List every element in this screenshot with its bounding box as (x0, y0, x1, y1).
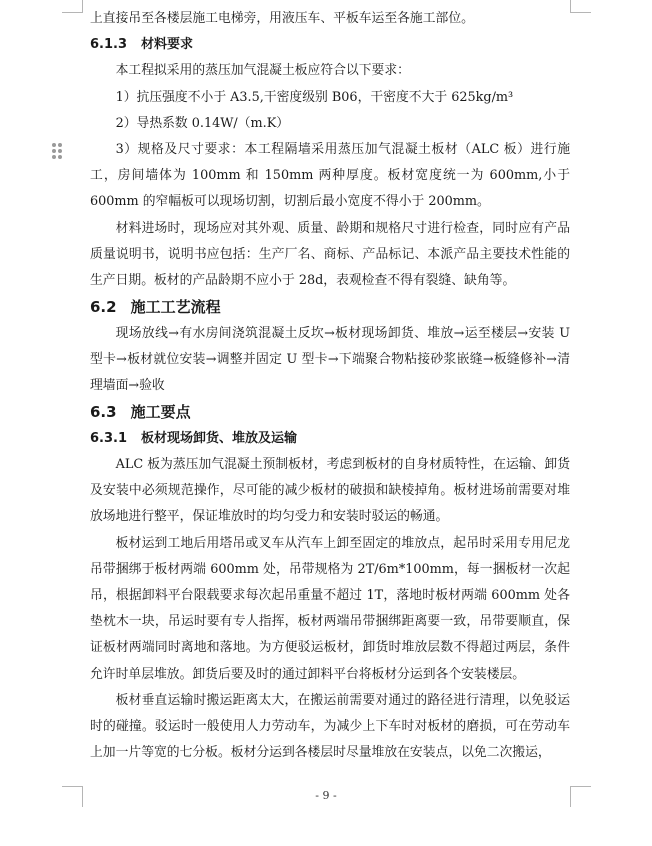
heading-title: 施工要点 (130, 403, 191, 422)
heading-6-1-3 (90, 32, 570, 58)
heading-number: 6.3 (90, 403, 117, 422)
heading-title: 施工工艺流程 (130, 298, 221, 317)
heading-number: 6.3.1 (90, 430, 128, 446)
drag-dot (58, 155, 62, 159)
intro-line: 上直接吊至各楼层施工电梯旁，用液压车、平板车运至各施工部位。 (90, 11, 474, 26)
drag-dot (52, 143, 56, 147)
drag-dot (52, 155, 56, 159)
heading-6-2 (90, 294, 570, 321)
materials-item-1: 1）抗压强度不小于 A3.5,干密度级别 B06，干密度不大于 625kg/m³ (115, 89, 514, 105)
crop-mark-top-right (570, 0, 591, 13)
materials-lead: 本工程拟采用的蒸压加气混凝土板应符合以下要求： (115, 63, 410, 79)
heading-title: 板材现场卸货、堆放及运输 (141, 430, 298, 446)
drag-dot (52, 149, 56, 153)
alc-handling-paragraph-2: 板材运到工地后用塔吊或叉车从汽车上卸至固定的堆放点，起吊时采用专用尼龙吊带捆绑于板材两端 600mm 处，吊带规格为 2T/6m*100mm，每一捆板材一次起吊，根据卸料平台限载要求每次起吊重量不超过 1T，落地时板材两端 600mm 处各垫枕木一块，吊运时要有专人指挥，板材两端吊带捆绑距离要一致，吊带要顺直，保证板材两端同时离地和落地。为方便驳运板材，卸货时堆放层数不得超过两层，条件允许时单层堆放。卸货后要及时的通过卸料平台将板材分运到各个安装楼层。 (90, 535, 570, 682)
heading-6-3 (90, 399, 570, 426)
alc-handling-paragraph-1: ALC 板为蒸压加气混凝土预制板材，考虑到板材的自身材质特性，在运输、卸货及安装中必须规范操作，尽可能的减少板材的破损和缺棱掉角。板材进场前需要对堆放场地进行整平，保证堆放时的均匀受力和安装时驳运的畅通。 (90, 457, 570, 525)
document-body[interactable] (90, 6, 570, 766)
alc-handling-paragraph-3: 板材垂直运输时搬运距离太大，在搬运前需要对通过的路径进行清理，以免驳运时的碰撞。驳运时一般使用人力劳动车，为减少上下车时对板材的磨损，可在劳动车上加一片等宽的七分板。板材分运到各楼层时尽量堆放在安装点，以免二次搬运， (90, 692, 570, 761)
materials-item-2: 2）导热系数 0.14W/（m.K） (115, 115, 290, 131)
drag-dot (58, 143, 62, 147)
heading-number: 6.2 (90, 298, 117, 317)
heading-title: 材料要求 (141, 37, 194, 53)
page-number: - 9 - (315, 789, 337, 802)
heading-6-3-1 (90, 426, 570, 452)
crop-mark-top-left (62, 0, 83, 13)
process-flow-paragraph: 现场放线→有水房间浇筑混凝土反坎→板材现场卸货、堆放→运至楼层→安装 U 型卡→板材就位安装→调整并固定 U 型卡→下端聚合物粘接砂浆嵌缝→板缝修补→清理墙面→验收 (90, 325, 570, 394)
heading-number: 6.1.3 (90, 37, 128, 53)
materials-inspection-paragraph: 材料进场时，现场应对其外观、质量、龄期和规格尺寸进行检查，同时应有产品质量说明书，说明书应包括：生产厂名、商标、产品标记、本派产品主要技术性能的生产日期。板材的产品龄期不应小于 28d，表观检查不得有裂缝、缺角等。 (90, 220, 570, 289)
materials-item-3: 3）规格及尺寸要求：本工程隔墙采用蒸压加气混凝土板材（ALC 板）进行施工，房间墙体为 100mm 和 150mm 两种厚度。板材宽度统一为 600mm,小于 600mm 的窄幅板可以现场切割，切割后最小宽度不得小于 200mm。 (90, 142, 570, 210)
drag-dot (58, 149, 62, 153)
paragraph-drag-handle-icon[interactable] (52, 143, 62, 159)
